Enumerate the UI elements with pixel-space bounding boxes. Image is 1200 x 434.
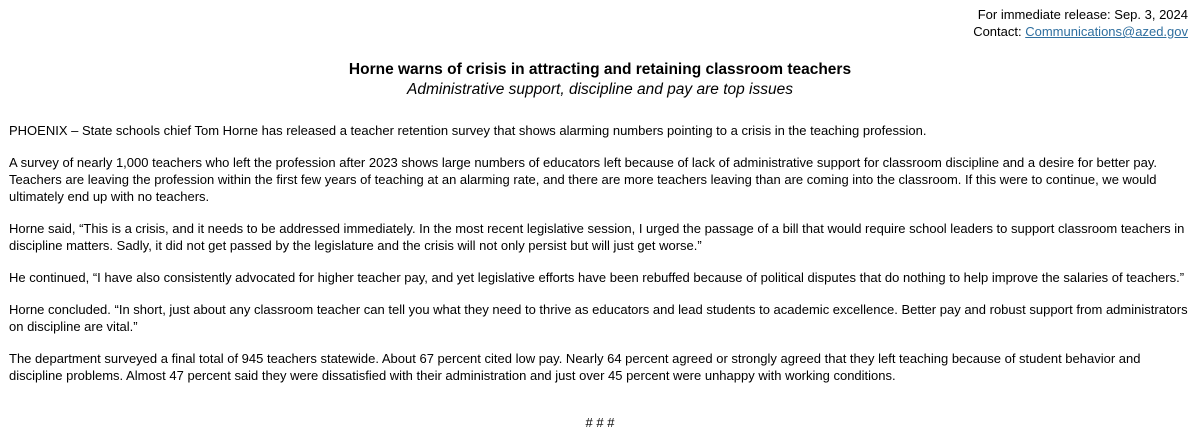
headline: Horne warns of crisis in attracting and retaining classroom teachers [348,61,852,78]
paragraph-he-continued: He continued, “I have also consistently advocated for higher teacher pay, and yet legislative efforts have been rebuffed because of political disputes that do nothing to help improve the salaries of teachers.” [9,270,1185,285]
subheadline: Administrative support, discipline and pay are top issues [407,81,793,98]
contact-label: Contact: [973,24,1026,39]
paragraph-intro: PHOENIX – State schools chief Tom Horne has released a teacher retention survey that shows alarming numbers pointing to a crisis in the teaching profession. [9,123,927,138]
contact-email-link[interactable]: Communications@azed.gov [1025,24,1188,39]
paragraph-survey-results: The department surveyed a final total of 945 teachers statewide. About 67 percent cited low pay. Nearly 64 percent agreed or strongly agreed that they left teaching because of student behavior and discipline problems. Almost 47 percent said they were dissatisfied with their administration and just over 45 percent were unhappy with working conditions. [9,351,1141,383]
release-date-line: For immediate release: Sep. 3, 2024 [977,7,1188,22]
release-meta [973,6,1188,40]
press-release-body [9,122,1189,399]
paragraph-survey: A survey of nearly 1,000 teachers who left the profession after 2023 shows large numbers of educators left because of lack of administrative support for classroom discipline and a desire for better pay. Teachers are leaving the profession within the first few years of teaching at an alarming rate, and there are more teachers leaving than are coming into the classroom. If this were to continue, we would ultimately end up with no teachers. [9,155,1157,204]
paragraph-horne-concluded: Horne concluded. “In short, just about any classroom teacher can tell you what they need to thrive as educators and lead students to academic excellence. Better pay and robust support from administrators on discipline are vital.” [9,302,1188,334]
paragraph-horne-said: Horne said, “This is a crisis, and it needs to be addressed immediately. In the most recent legislative session, I urged the passage of a bill that would require school leaders to support classroom teachers in discipline matters. Sadly, it did not get passed by the legislature and the crisis will not only persist but will just get worse.” [9,221,1185,253]
headline-block [0,60,1200,100]
end-mark: # # # [585,415,615,430]
contact-line [973,23,1188,40]
